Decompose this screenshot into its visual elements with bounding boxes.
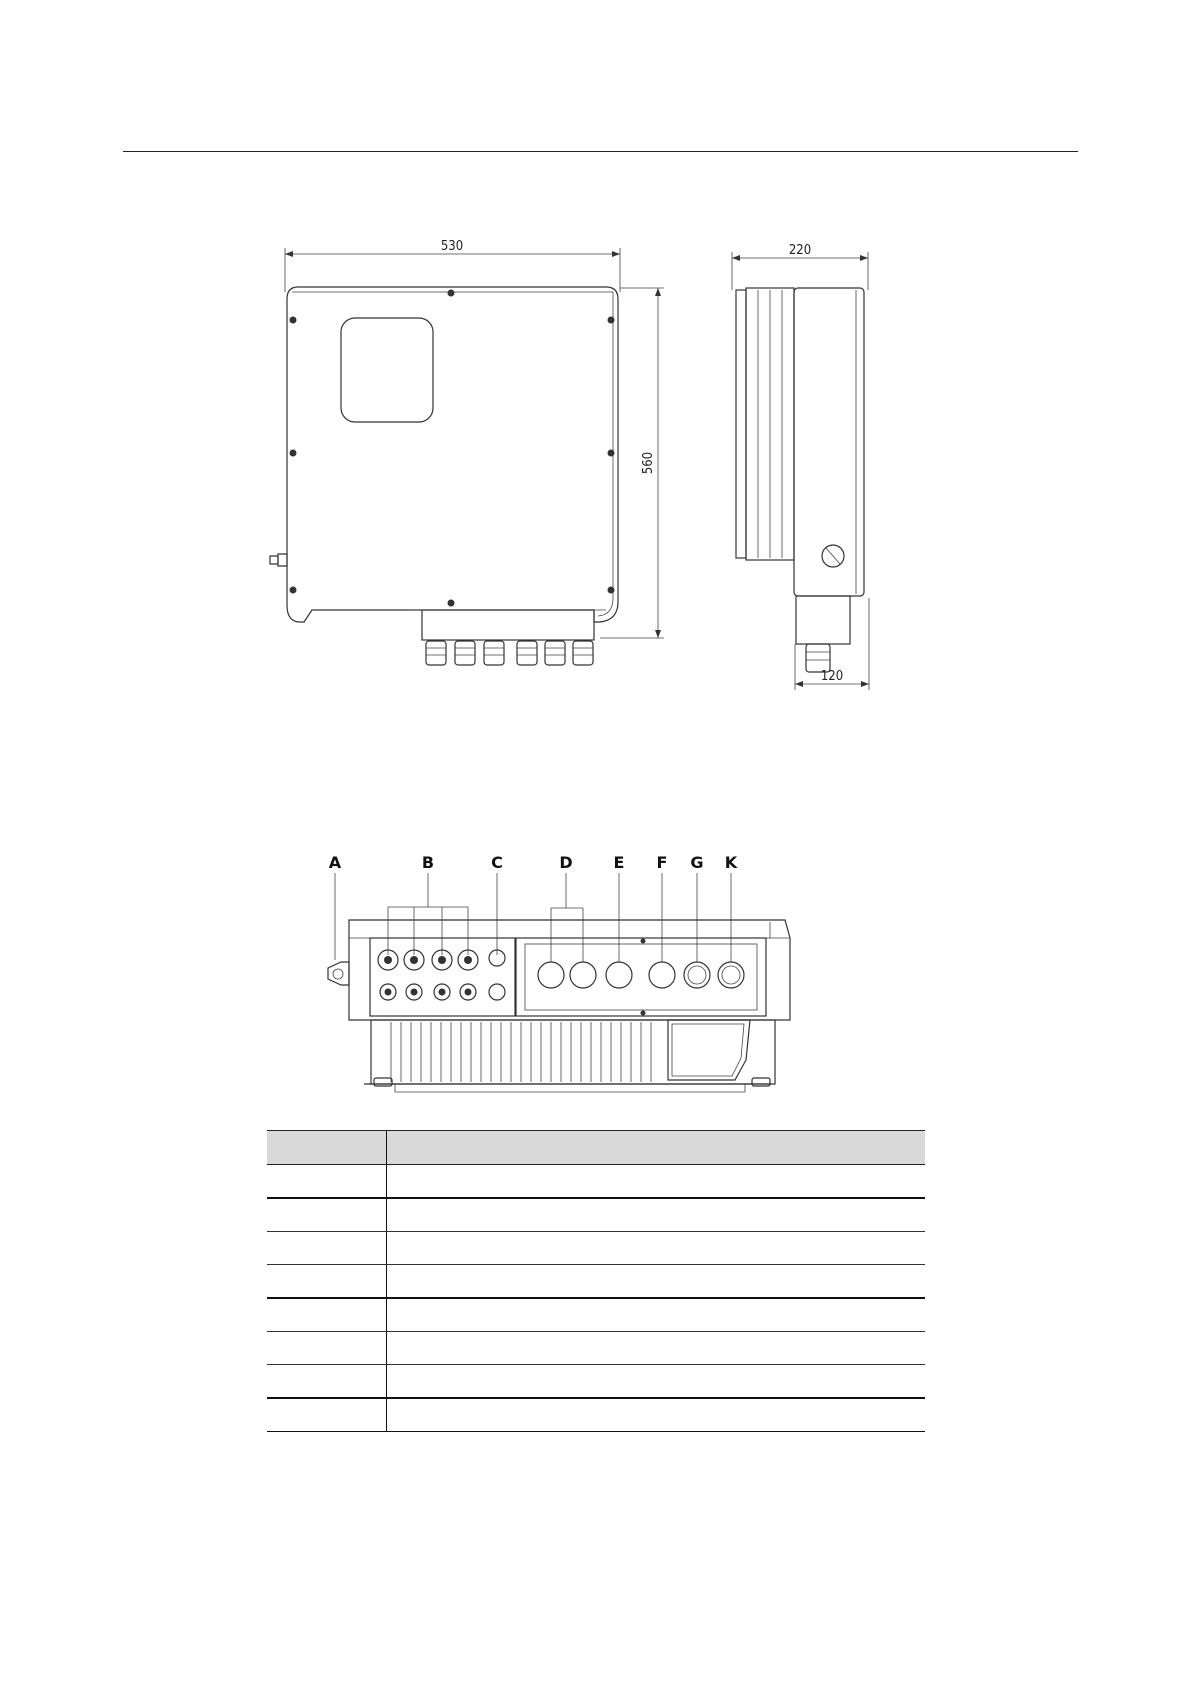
callout-e: E	[613, 853, 625, 872]
header-col-1	[267, 1131, 387, 1165]
table-cell	[387, 1265, 926, 1299]
table-cell	[267, 1398, 387, 1432]
table-cell	[267, 1298, 387, 1332]
table-cell	[267, 1165, 387, 1199]
dim-height-label: 560	[641, 451, 656, 475]
callout-d: D	[559, 853, 573, 872]
dim-depth-label: 220	[788, 243, 812, 258]
table-cell	[387, 1165, 926, 1199]
callout-c: C	[491, 853, 503, 872]
table-row	[267, 1332, 925, 1365]
callout-g: G	[690, 853, 704, 872]
table-cell	[387, 1298, 926, 1332]
table-row	[267, 1298, 925, 1332]
table-row	[267, 1232, 925, 1265]
bottom-view	[328, 853, 790, 1092]
table-cell	[387, 1332, 926, 1365]
side-view	[732, 243, 869, 690]
front-view	[270, 239, 664, 665]
table-cell	[267, 1198, 387, 1232]
dim-width-label: 530	[440, 239, 464, 254]
header-col-2	[387, 1131, 926, 1165]
table-cell	[267, 1232, 387, 1265]
table-row	[267, 1198, 925, 1232]
callout-a: A	[328, 853, 342, 872]
table-header-row	[267, 1131, 925, 1165]
callout-f: F	[656, 853, 668, 872]
table-cell	[387, 1398, 926, 1432]
table-cell	[387, 1232, 926, 1265]
callout-k: K	[724, 853, 738, 872]
table-row	[267, 1398, 925, 1432]
callout-b: B	[421, 853, 435, 872]
table-cell	[267, 1332, 387, 1365]
table-row	[267, 1365, 925, 1399]
table-cell	[387, 1365, 926, 1399]
table-row	[267, 1265, 925, 1299]
table-cell	[387, 1198, 926, 1232]
dim-bottom-label: 120	[820, 669, 844, 684]
table-cell	[267, 1265, 387, 1299]
component-table	[267, 1130, 925, 1432]
table-row	[267, 1165, 925, 1199]
table-cell	[267, 1365, 387, 1399]
